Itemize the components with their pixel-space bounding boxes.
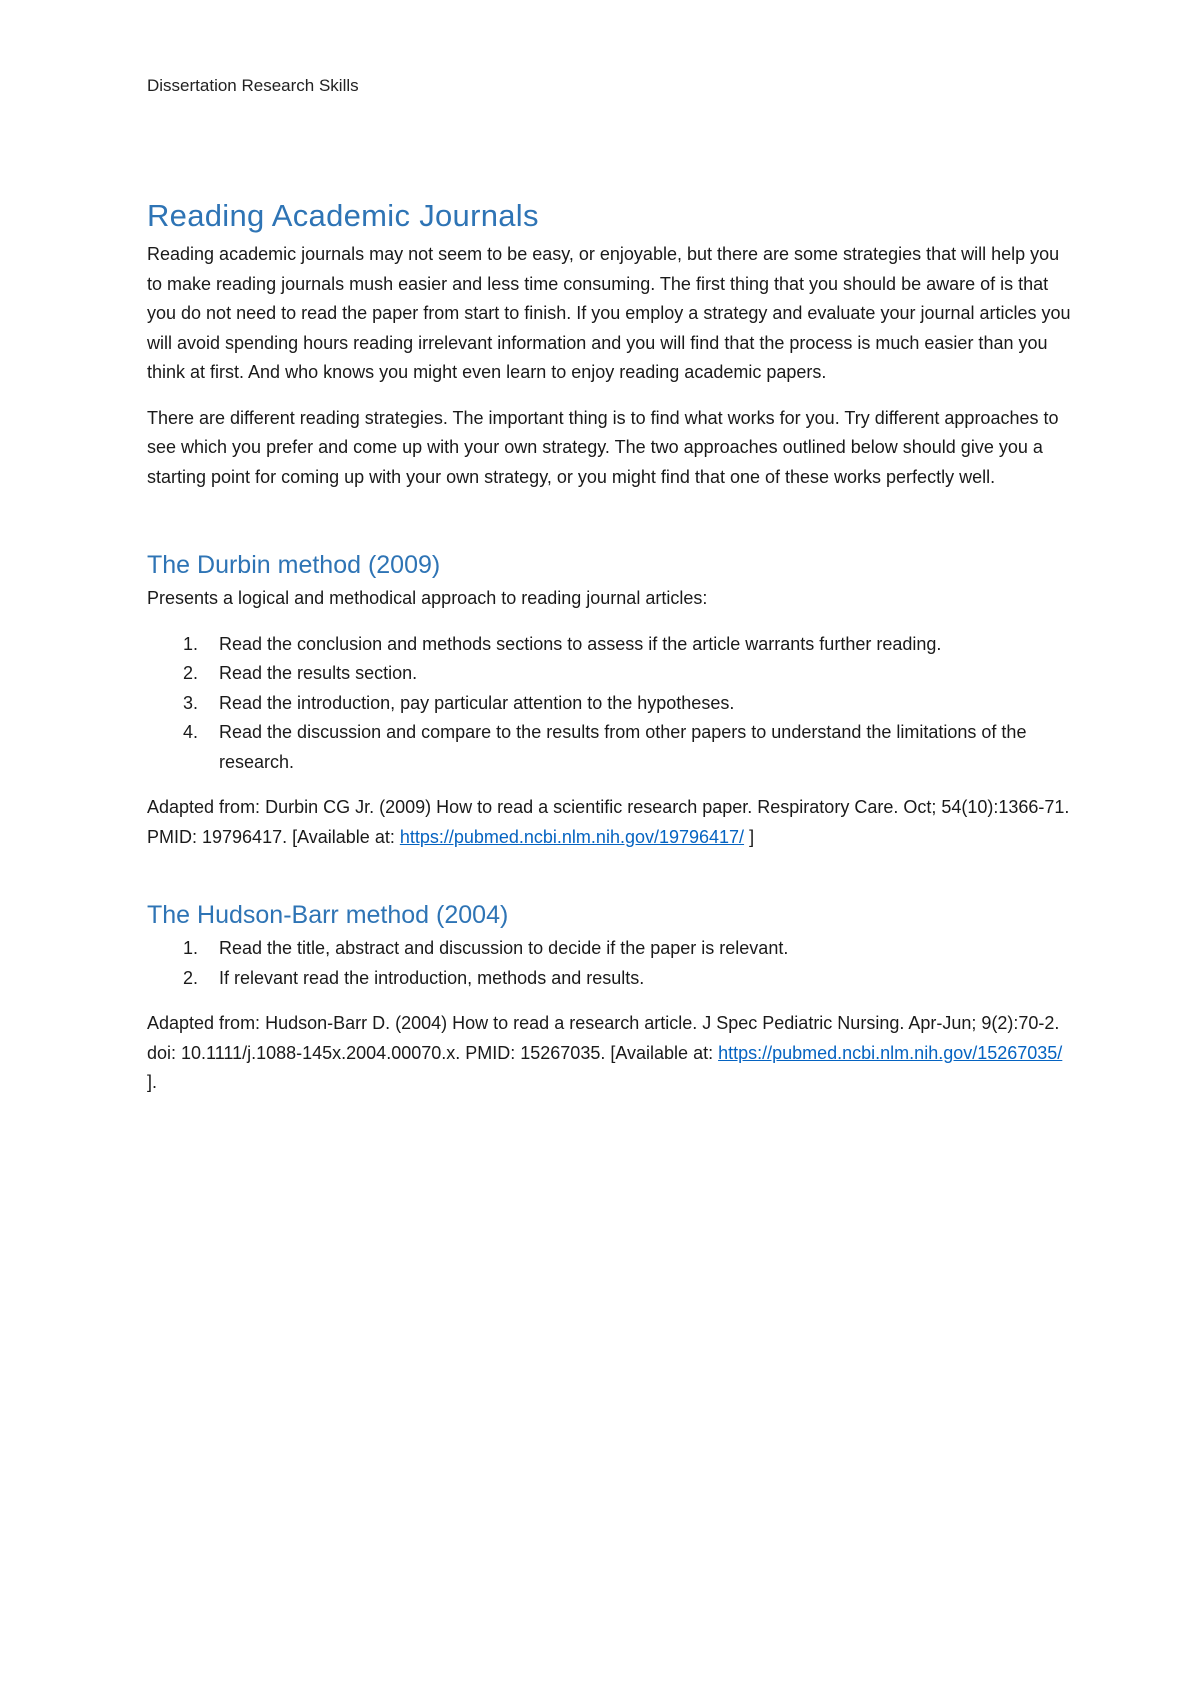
- list-item-text: Read the discussion and compare to the results from other papers to understand the limitations of the research.: [219, 722, 1027, 772]
- citation-suffix: ].: [147, 1072, 158, 1092]
- list-item: [147, 659, 1077, 689]
- list-number: 2.: [183, 967, 199, 988]
- list-item-text: If relevant read the introduction, methods and results.: [219, 967, 645, 988]
- list-item: [147, 964, 1077, 994]
- page-title: Reading Academic Journals: [147, 198, 539, 233]
- hudson-steps-list: [147, 934, 1077, 993]
- section-spacer: [147, 868, 1077, 898]
- citation-text: Adapted from: Hudson-Barr D. (2004) How to read a research article. J Spec Pediatric Nursing. Apr-Jun; 9(2):70-2. doi: 10.1111/j.1088-145x.2004.00070.x. PMID: 15267035. [Available at:: [147, 1013, 1060, 1063]
- page-header: Dissertation Research Skills: [147, 76, 359, 95]
- durbin-pubmed-link[interactable]: https://pubmed.ncbi.nlm.nih.gov/19796417/: [399, 826, 745, 847]
- list-number: 1.: [183, 938, 199, 958]
- list-item-text: Read the title, abstract and discussion to decide if the paper is relevant.: [219, 938, 789, 958]
- list-number: 3.: [183, 692, 199, 713]
- hudson-heading: The Hudson-Barr method (2004): [147, 901, 509, 929]
- intro-paragraph-2: There are different reading strategies. The important thing is to find what works for you. Try different approaches to see which you prefer and come up with your own strategy. The two approaches outlined below should give you a starting point for coming up with your own strategy, or you might find that one of these works perfectly well.: [147, 407, 1059, 487]
- list-number: 1.: [183, 633, 199, 654]
- hudson-citation: [147, 1009, 1077, 1098]
- section-spacer: [147, 508, 1077, 548]
- list-number: 2.: [183, 663, 199, 683]
- durbin-citation: [147, 793, 1077, 852]
- durbin-lead: Presents a logical and methodical approach to reading journal articles:: [147, 588, 708, 608]
- list-item: [147, 689, 1077, 719]
- citation-text: Adapted from: Durbin CG Jr. (2009) How to read a scientific research paper. Respiratory Care. Oct; 54(10):1366-71. PMID: 19796417. [Available at:: [147, 797, 1070, 847]
- list-number: 4.: [183, 722, 199, 742]
- list-item-text: Read the conclusion and methods sections to assess if the article warrants further reading.: [219, 633, 942, 654]
- list-item: [147, 718, 1077, 777]
- list-item: [147, 630, 1077, 660]
- hudson-pubmed-link[interactable]: https://pubmed.ncbi.nlm.nih.gov/15267035/: [718, 1042, 1063, 1063]
- list-item: [147, 934, 1077, 964]
- list-item-text: Read the results section.: [219, 663, 418, 683]
- intro-paragraph-1: Reading academic journals may not seem to be easy, or enjoyable, but there are some strategies that will help you to make reading journals mush easier and less time consuming. The first thing that you should be aware of is that you do not need to read the paper from start to finish. If you employ a strategy and evaluate your journal articles you will avoid spending hours reading irrelevant information and you will find that the process is much easier than you think at first. And who knows you might even learn to enjoy reading academic papers.: [147, 244, 1071, 382]
- citation-suffix: ]: [744, 826, 755, 847]
- durbin-steps-list: [147, 630, 1077, 778]
- durbin-heading: The Durbin method (2009): [147, 551, 441, 579]
- document-body: [147, 196, 1077, 1114]
- list-item-text: Read the introduction, pay particular attention to the hypotheses.: [219, 692, 735, 713]
